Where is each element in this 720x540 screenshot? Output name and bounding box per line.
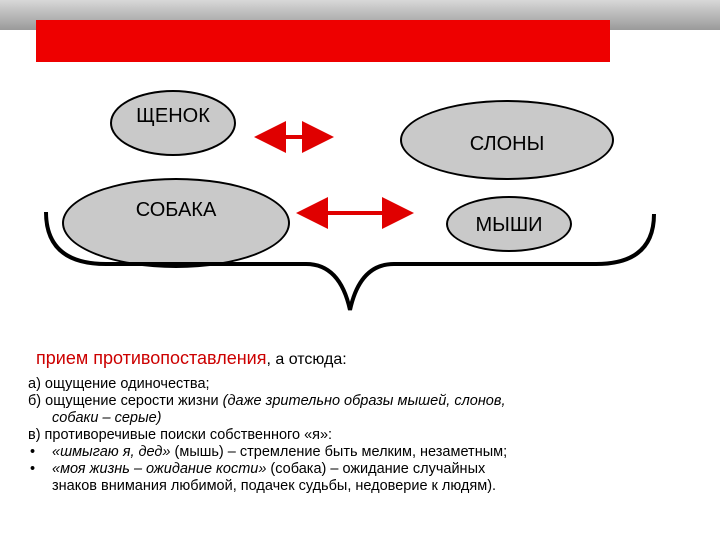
bullet2-quote: «моя жизнь – ожидание кости» bbox=[52, 461, 267, 477]
bullet-icon: • bbox=[30, 461, 36, 477]
conclusions-list bbox=[28, 376, 708, 495]
list-item-b-cont bbox=[28, 410, 708, 427]
node-mice-label: МЫШИ bbox=[475, 213, 543, 236]
bullet-item-2-cont: знаков внимания любимой, подачек судьбы, недоверие к людям). bbox=[52, 478, 497, 494]
headline-strong: прием противопоставления bbox=[36, 348, 267, 368]
bullet1-quote: «шмыгаю я, дед» bbox=[52, 444, 171, 460]
list-item-b bbox=[28, 393, 708, 410]
bullet-item-1 bbox=[28, 444, 708, 461]
bullet-icon: • bbox=[30, 444, 36, 460]
list-item-b-italic-2: собаки – серые) bbox=[52, 410, 162, 426]
list-item-b-italic-1: (даже зрительно образы мышей, слонов, bbox=[222, 393, 506, 409]
headline-rest: , а отсюда: bbox=[266, 351, 347, 368]
node-elephants-label: СЛОНЫ bbox=[469, 132, 545, 155]
headline bbox=[36, 348, 347, 369]
node-puppy-label: ЩЕНОК bbox=[136, 104, 210, 127]
bullet1-rest: (мышь) – стремление быть мелким, незаметным; bbox=[170, 444, 508, 460]
node-dog-label: СОБАКА bbox=[135, 198, 217, 221]
bullet2-rest-1: (собака) – ожидание случайных bbox=[266, 461, 486, 477]
list-item-c: в) противоречивые поиски собственного «я»: bbox=[28, 427, 333, 443]
bullet-item-2 bbox=[28, 461, 708, 478]
list-item-a: а) ощущение одиночества; bbox=[28, 376, 210, 392]
curly-brace bbox=[46, 212, 654, 310]
list-item-b-prefix: б) ощущение серости жизни bbox=[28, 393, 223, 409]
